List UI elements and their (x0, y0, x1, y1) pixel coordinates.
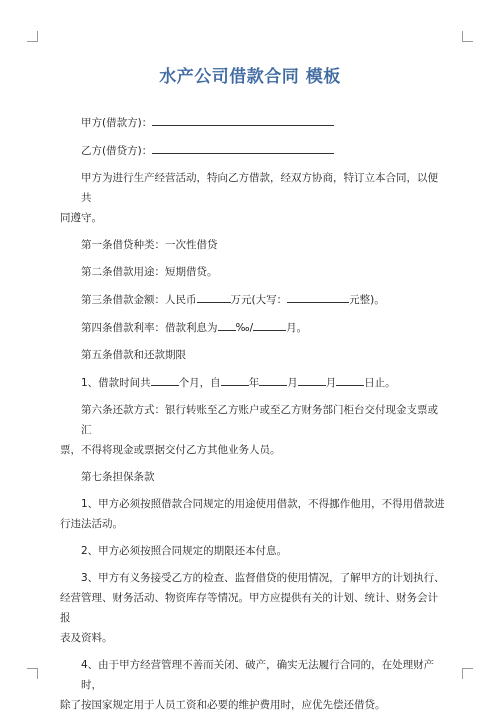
clause-3-prefix: 第三条借款金额：人民币 (81, 294, 197, 306)
intro-line-2: 同遵守。 (60, 212, 102, 224)
clause-7-item-3-line-1: 3、甲方有义务接受乙方的检查、监督借贷的使用情况，了解甲方的计划执行、 (81, 572, 445, 584)
party-a-label: 甲方(借款方)： (81, 117, 153, 129)
clause-7-item-4 (60, 655, 445, 715)
rate-blank (218, 317, 236, 331)
intro-paragraph (60, 168, 445, 228)
clause-6 (60, 400, 445, 460)
term-text-5: 月 (325, 377, 337, 389)
clause-7-item-4-line-2: 除了按国家规定用于人员工资和必要的维护费用时，应优先偿还借贷。 (60, 699, 386, 711)
intro-line-1: 甲方为进行生产经营活动，特向乙方借款，经双方协商，特订立本合同，以便共 (81, 172, 438, 204)
months-blank (151, 372, 179, 386)
corner-mark-top-right (462, 31, 473, 42)
party-b-line (60, 140, 445, 161)
party-a-line (60, 112, 445, 133)
clause-7-item-3-line-2: 经营管理、财务活动、物资库存等情况。甲方应提供有关的计划、统计、财务会计报 (60, 592, 438, 624)
amount-uppercase-blank (287, 289, 349, 303)
term-text-2: 个月，自 (178, 377, 221, 389)
start-year-blank (221, 372, 249, 386)
clause-7-item-3 (60, 568, 445, 648)
clause-3 (60, 289, 445, 310)
clause-4 (60, 317, 445, 338)
clause-6-line-2: 票，不得将现金或票据交付乙方其他业务人员。 (60, 444, 281, 456)
clause-7: 第七条担保条款 (81, 471, 155, 483)
term-text-6: 日止。 (364, 377, 396, 389)
party-b-blank (152, 140, 334, 154)
clause-7-item-4-line-1: 4、由于甲方经营管理不善而关闭、破产，确实无法履行合同的，在处理财产时， (81, 659, 435, 691)
clause-7-item-1 (60, 494, 445, 534)
start-month-blank (259, 372, 287, 386)
term-text-3: 年 (248, 377, 260, 389)
clause-4-suffix: 月。 (286, 322, 308, 334)
document-body (60, 112, 445, 722)
clause-7-item-1-line-1: 1、甲方必须按照借款合同规定的用途使用借款，不得挪作他用，不得用借款进 (81, 498, 445, 510)
term-text-4: 月 (287, 377, 298, 389)
document-title: 水产公司借款合同 模板 (159, 67, 341, 87)
clause-2: 第二条借款用途：短期借贷。 (81, 266, 218, 278)
clause-3-mid: 万元(大写： (230, 294, 288, 306)
clause-7-item-3-line-3: 表及资料。 (60, 632, 113, 644)
term-text-1: 1、借款时间共 (81, 377, 151, 389)
clause-6-line-1: 第六条还款方式：银行转账至乙方账户或至乙方财务部门柜台交付现金支票或汇 (81, 404, 438, 436)
party-b-label: 乙方(借贷方)： (81, 145, 153, 157)
amount-blank (197, 289, 231, 303)
clause-4-prefix: 第四条借款利率：借款利息为 (81, 322, 218, 334)
corner-mark-top-left (27, 31, 38, 42)
end-day-blank (336, 372, 364, 386)
corner-mark-bottom-right (462, 668, 473, 679)
corner-mark-bottom-left (27, 668, 38, 679)
clause-1: 第一条借贷种类：一次性借贷 (81, 239, 218, 251)
end-month-blank (298, 372, 326, 386)
clause-7-item-1-line-2: 行违法活动。 (60, 518, 123, 530)
party-a-blank (152, 112, 334, 126)
clause-7-item-2: 2、甲方必须按照合同规定的期限还本付息。 (81, 545, 288, 557)
clause-5: 第五条借款和还款期限 (81, 349, 186, 361)
clause-5-item-1 (60, 372, 445, 393)
clause-4-mid: ‰/ (235, 322, 254, 334)
rate-period-blank (253, 317, 286, 331)
clause-3-suffix: 元整)。 (349, 294, 385, 306)
